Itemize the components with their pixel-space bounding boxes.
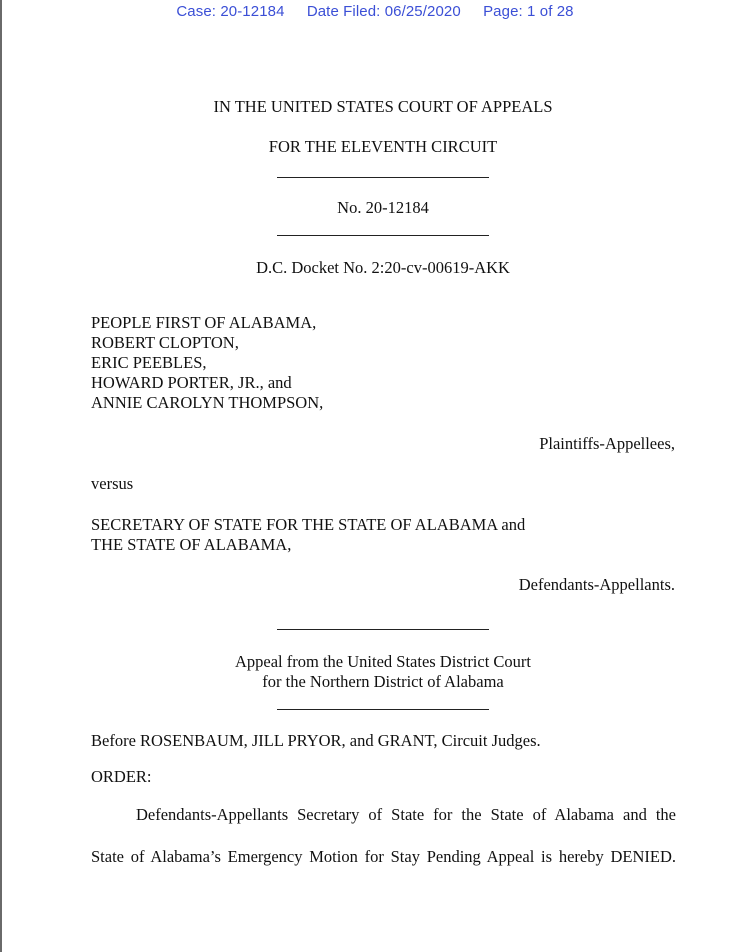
- plaintiff-name: ANNIE CAROLYN THOMPSON,: [91, 393, 324, 412]
- plaintiff-name: ROBERT CLOPTON,: [91, 333, 239, 352]
- case-number: No. 20-12184: [337, 198, 429, 217]
- order-text-line: State of Alabama’s Emergency Motion for Stay Pending Appeal is hereby DENIED.: [91, 847, 676, 866]
- plaintiff-name: PEOPLE FIRST OF ALABAMA,: [91, 313, 317, 332]
- versus-label: versus: [91, 474, 134, 493]
- order-text-line: Defendants-Appellants Secretary of State for the State of Alabama and the: [136, 805, 676, 824]
- plaintiff-name: HOWARD PORTER, JR., and: [91, 373, 292, 392]
- divider-rule: [277, 235, 489, 236]
- plaintiffs-role: Plaintiffs-Appellees,: [539, 434, 675, 453]
- plaintiff-name: ERIC PEEBLES,: [91, 353, 207, 372]
- divider-rule: [277, 177, 489, 178]
- court-title: IN THE UNITED STATES COURT OF APPEALS: [213, 97, 553, 116]
- defendant-name: SECRETARY OF STATE FOR THE STATE OF ALABAMA and: [91, 515, 526, 534]
- case-number-stamp: Case: 20-12184: [176, 3, 285, 20]
- appeal-from-line: Appeal from the United States District Court: [234, 652, 532, 671]
- filing-header-stamp: [0, 3, 750, 20]
- appeal-district-line: for the Northern District of Alabama: [262, 672, 504, 691]
- divider-rule: [277, 629, 489, 630]
- circuit-title: FOR THE ELEVENTH CIRCUIT: [268, 137, 498, 156]
- defendant-name: THE STATE OF ALABAMA,: [91, 535, 292, 554]
- order-heading: ORDER:: [91, 767, 152, 786]
- dc-docket-number: D.C. Docket No. 2:20-cv-00619-AKK: [256, 258, 510, 277]
- date-filed-stamp: Date Filed: 06/25/2020: [306, 3, 461, 20]
- defendants-role: Defendants-Appellants.: [518, 575, 675, 594]
- page-count-stamp: Page: 1 of 28: [483, 3, 574, 20]
- panel-judges: Before ROSENBAUM, JILL PRYOR, and GRANT, Circuit Judges.: [91, 731, 541, 750]
- divider-rule: [277, 709, 489, 710]
